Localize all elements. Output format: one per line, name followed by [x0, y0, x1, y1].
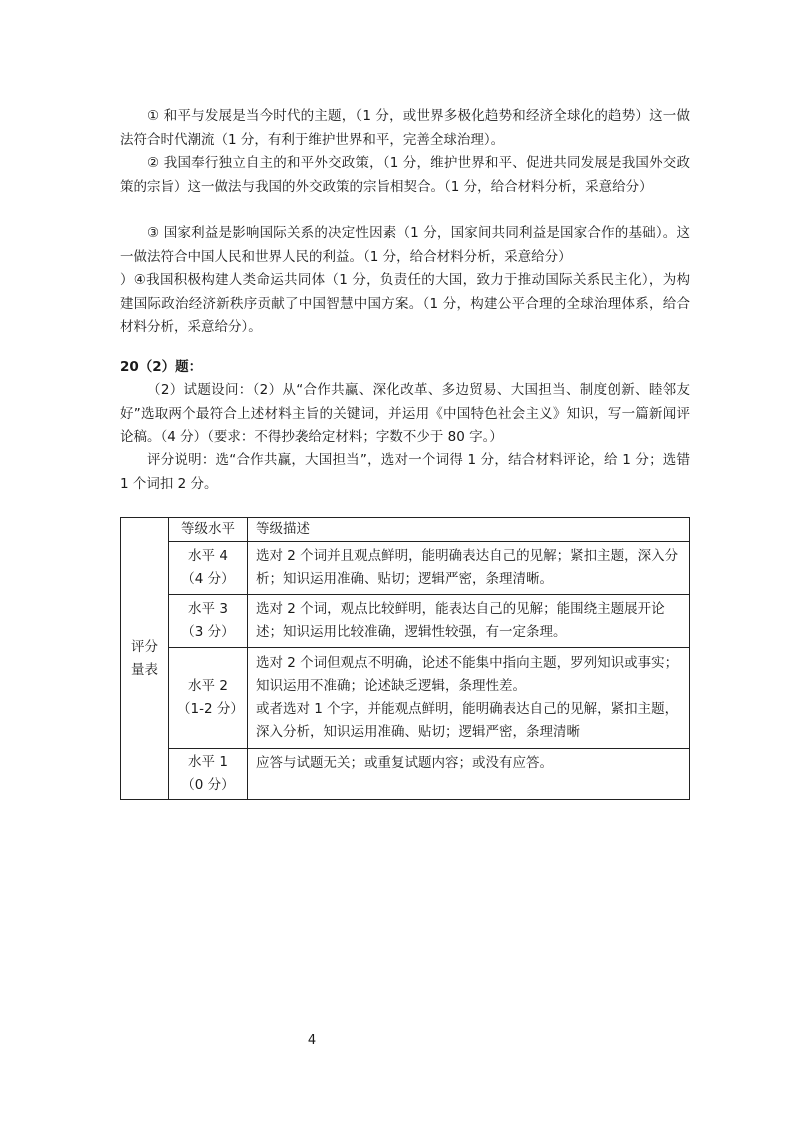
answer-point-1: ① 和平与发展是当今时代的主题，（1 分，或世界多极化趋势和经济全球化的趋势）这一做法符合时代潮流（1 分，有利于维护世界和平，完善全球治理）。	[120, 108, 690, 148]
answer-point-2: ② 我国奉行独立自主的和平外交政策，（1 分，维护世界和平、促进共同发展是我国外交政策的宗旨）这一做法与我国的外交政策的宗旨相契合。（1 分，给合材料分析，采意给分）	[120, 155, 690, 195]
answer-point-3: ③ 国家利益是影响国际关系的决定性因素（1 分，国家间共同利益是国家合作的基础）。这一做法符合中国人民和世界人民的利益。（1 分，给合材料分析，采意给分）	[120, 225, 690, 265]
rubric-row-label: 评分 量表	[121, 518, 169, 800]
rubric-row-level-2	[121, 648, 690, 749]
level-desc: 应答与试题无关；或重复试题内容；或没有应答。	[248, 749, 690, 800]
rubric-table	[120, 517, 690, 800]
page-number: 4	[307, 1033, 317, 1048]
level-desc: 选对 2 个词并且观点鲜明，能明确表达自己的见解；紧扣主题，深入分析；知识运用准确、贴切；逻辑严密，条理清晰。	[248, 542, 690, 595]
rubric-row-level-4	[121, 542, 690, 595]
rubric-row-level-1	[121, 749, 690, 800]
scoring-explanation: 评分说明：选“合作共赢，大国担当”，选对一个词得 1 分，结合材料评论，给 1 分；选错 1 个词扣 2 分。	[120, 452, 690, 492]
section-heading: 20（2）题：	[120, 359, 203, 375]
level-cell: 水平 1 （0 分）	[169, 749, 248, 800]
level-cell: 水平 3 （3 分）	[169, 595, 248, 648]
question-text: （2）试题设问：（2）从“合作共赢、深化改革、多边贸易、大国担当、制度创新、睦邻友好”选取两个最符合上述材料主旨的关键词，并运用《中国特色社会主义》知识，写一篇新闻评论稿。（4 分）（要求：不得抄袭给定材料；字数不少于 80 字。）	[120, 382, 690, 445]
level-cell: 水平 2 （1-2 分）	[169, 648, 248, 749]
rubric-row-level-3	[121, 595, 690, 648]
rubric-header-row	[121, 518, 690, 542]
level-desc: 选对 2 个词但观点不明确，论述不能集中指向主题，罗列知识或事实；知识运用不准确；论述缺乏逻辑，条理性差。 或者选对 1 个字，并能观点鲜明，能明确表达自己的见解，紧扣主题，深入分析，知识运用准确、贴切；逻辑严密，条理清晰	[248, 648, 690, 749]
level-cell: 水平 4 （4 分）	[169, 542, 248, 595]
header-level: 等级水平	[169, 518, 248, 542]
header-desc: 等级描述	[248, 518, 690, 542]
level-desc: 选对 2 个词，观点比较鲜明，能表达自己的见解；能围绕主题展开论述；知识运用比较准确，逻辑性较强，有一定条理。	[248, 595, 690, 648]
answer-point-4: ）④我国积极构建人类命运共同体（1 分，负责任的大国，致力于推动国际关系民主化），为构建国际政治经济新秩序贡献了中国智慧中国方案。（1 分，构建公平合理的全球治理体系，给合材料分析，采意给分）。	[120, 272, 690, 335]
